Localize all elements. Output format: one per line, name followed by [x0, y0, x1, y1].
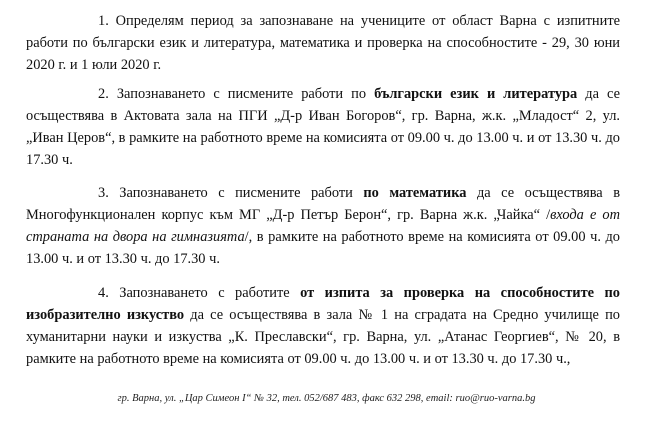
paragraph-fine-arts-lead: 4. Запознаването с работите [98, 285, 301, 301]
entrance-note: входа е от страната на двора на гимназията [26, 207, 620, 245]
subject-fine-arts: от изпита за проверка на способностите по изобразително изкуство [26, 285, 620, 323]
paragraph-mathematics [26, 182, 620, 270]
footer-contact-info [0, 392, 653, 406]
footer-text: гр. Варна, ул. „Цар Симеон I“ № 32, тел. 052/687 483, факс 632 298, email: ruo@ruo-varna.bg [117, 393, 536, 404]
subject-mathematics: по математика [363, 185, 467, 201]
paragraph-mathematics-tail: /, в рамките на работното време на комисията от 09.00 ч. до 13.00 ч. и от 13.30 ч. до 17.30 ч. [26, 229, 620, 267]
paragraph-bulgarian-tail: да се осъществява в Актовата зала на ПГИ „Д-р Иван Богоров“, гр. Варна, ж.к. „Младост“ 2, ул. „Иван Церов“, в рамките на работното време на комисията от 09.00 ч. до 13.00 ч. и от 13.30 ч. до 17.30 ч. [26, 86, 620, 168]
paragraph-period-text: 1. Определям период за запознаване на учениците от област Варна с изпитните работи по български език и литература, математика и проверка на способностите - 29, 30 юни 2020 г. и 1 юли 2020 г. [26, 13, 620, 73]
paragraph-period [26, 10, 620, 76]
subject-bulgarian-language: български език и литература [374, 86, 578, 102]
paragraph-bulgarian-language [26, 83, 620, 171]
paragraph-fine-arts [26, 282, 620, 370]
paragraph-mathematics-middle: да се осъществява в Многофункционален корпус към МГ „Д-р Петър Берон“, гр. Варна ж.к. „Чайка“ / [26, 185, 620, 223]
paragraph-mathematics-lead: 3. Запознаването с писмените работи [98, 185, 364, 201]
paragraph-fine-arts-tail: да се осъществява в зала № 1 на сградата на Средно училище по хуманитарни науки и изкуства „К. Преславски“, гр. Варна, ул. „Атанас Георгиев“, № 20, в рамките на работното време на комисията от 09.00 ч. до 13.00 ч. и от 13.30 ч. до 17.30 ч., [26, 307, 620, 367]
paragraph-bulgarian-lead: 2. Запознаването с писмените работи по [98, 86, 375, 102]
